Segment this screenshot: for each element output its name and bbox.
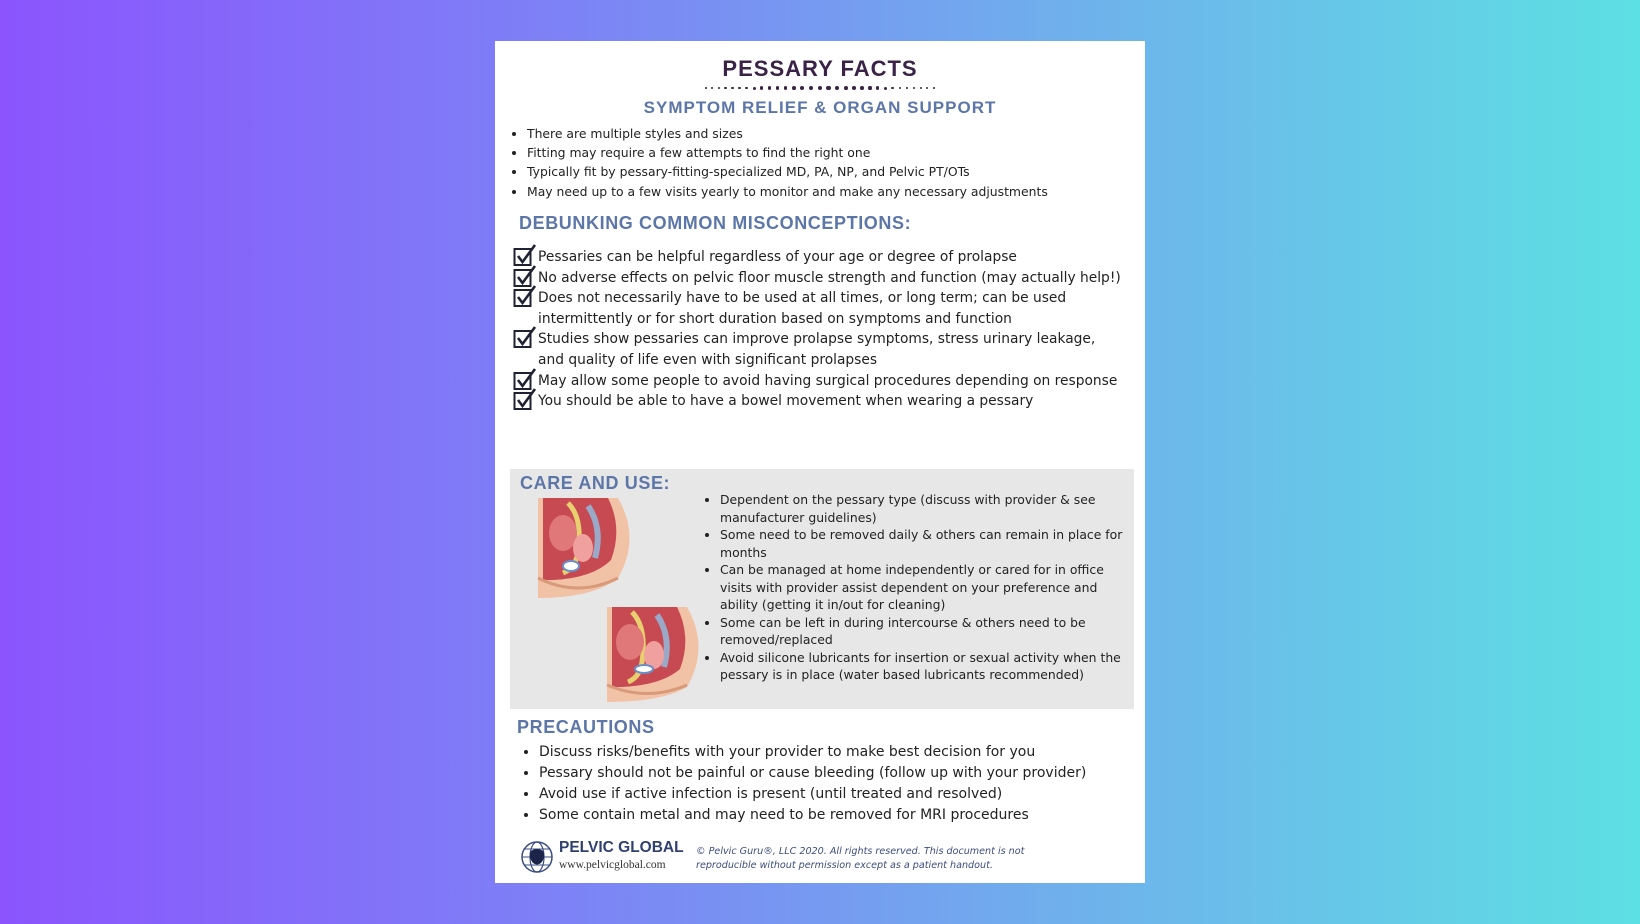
divider-dot [899,87,902,90]
debunking-heading: DEBUNKING COMMON MISCONCEPTIONS: [519,213,912,233]
list-item: • Typically fit by pessary-fitting-specialized MD, PA, NP, and Pelvic PT/OTs [527,162,1127,181]
pelvic-anatomy-illustration [523,498,633,598]
divider-dot [920,87,922,89]
list-item [513,329,1123,370]
divider-dot [913,87,915,89]
checkbox-checked-icon [513,326,537,350]
list-item-text: May allow some people to avoid having surgical procedures depending on response [538,372,1118,389]
list-item: • Avoid silicone lubricants for insertion or sexual activity when the pessary is in place (water based lubricants recommended) [720,649,1138,684]
handout-sheet [495,41,1145,883]
list-item [513,391,1123,412]
divider-dot [826,86,830,90]
divider-dot [868,86,871,89]
divider-dot [876,86,879,89]
copyright-notice: © Pelvic Guru®, LLC 2020. All rights reserved. This document is not reproducible without permission except as a patient handout. [696,846,1025,871]
divider-dot [753,87,756,90]
divider-dot [818,86,822,90]
divider-dot [731,87,733,89]
care-heading: CARE AND USE: [520,473,671,493]
divider-dot [884,87,887,90]
divider-dot [891,87,894,90]
facts-list [513,124,1127,201]
globe-pelvis-icon [519,839,559,875]
list-item: • Pessary should not be painful or cause bleeding (follow up with your provider) [539,763,1139,784]
list-item: • Some can be left in during intercourse & others need to be removed/replaced [720,614,1138,649]
list-item-text: Studies show pessaries can improve prolapse symptoms, stress urinary leakage, and quality of life even with significant prolapses [538,331,1096,368]
list-item: • Avoid use if active infection is present (until treated and resolved) [539,784,1139,805]
list-item: • Discuss risks/benefits with your provider to make best decision for you [539,742,1139,763]
divider-dot [724,87,726,89]
divider-dot [705,87,707,89]
divider-dot [760,86,763,89]
checkbox-checked-icon [513,285,537,309]
divider-dot [926,87,928,89]
divider-dot [906,87,908,89]
divider-dot [745,87,748,90]
list-item [513,268,1123,289]
page-subtitle: SYMPTOM RELIEF & ORGAN SUPPORT [643,98,997,117]
brand-url: www.pelvicglobal.com [559,859,666,871]
divider-dot [835,86,839,90]
list-item-text: Does not necessarily have to be used at all times, or long term; can be used intermittently or for short duration based on symptoms and function [538,290,1067,327]
misconceptions-list [513,247,1123,412]
care-list [704,491,1138,684]
list-item: • Some contain metal and may need to be removed for MRI procedures [539,805,1139,826]
list-item [513,247,1123,268]
pelvic-global-logo [519,837,684,877]
divider-dot [784,86,788,90]
pelvic-anatomy-illustration [592,607,702,702]
precautions-list [525,742,1139,826]
list-item: • Some need to be removed daily & others can remain in place for months [720,526,1138,561]
divider-dot [809,86,813,90]
list-item: • There are multiple styles and sizes [527,124,1127,143]
list-item-text: No adverse effects on pelvic floor muscle strength and function (may actually help!) [538,269,1121,286]
list-item: • May need up to a few visits yearly to monitor and make any necessary adjustments [527,182,1127,201]
list-item-text: You should be able to have a bowel movement when wearing a pessary [538,393,1034,410]
divider-dot [800,86,804,90]
divider-dot [738,87,741,90]
list-item-text: Pessaries can be helpful regardless of your age or degree of prolapse [538,249,1017,265]
divider-dot [718,87,720,89]
page-title: PESSARY FACTS [722,56,918,81]
divider-dot [844,86,848,90]
divider-dot [776,86,780,90]
list-item: • Fitting may require a few attempts to find the right one [527,143,1127,162]
divider-dot [933,87,935,89]
list-item: • Dependent on the pessary type (discuss with provider & see manufacturer guidelines) [720,491,1138,526]
list-item: • Can be managed at home independently or cared for in office visits with provider assist dependent on your preference and ability (getting it in/out for cleaning) [720,561,1138,614]
list-item [513,288,1123,329]
title-divider [705,85,935,91]
list-item [513,371,1123,392]
divider-dot [711,87,713,89]
checkbox-checked-icon [513,388,537,412]
divider-dot [852,86,856,90]
brand-name: PELVIC GLOBAL [559,839,684,856]
divider-dot [792,86,796,90]
precautions-heading: PRECAUTIONS [517,717,655,737]
divider-dot [768,86,771,89]
care-and-use-panel [510,469,1134,709]
divider-dot [860,86,864,90]
